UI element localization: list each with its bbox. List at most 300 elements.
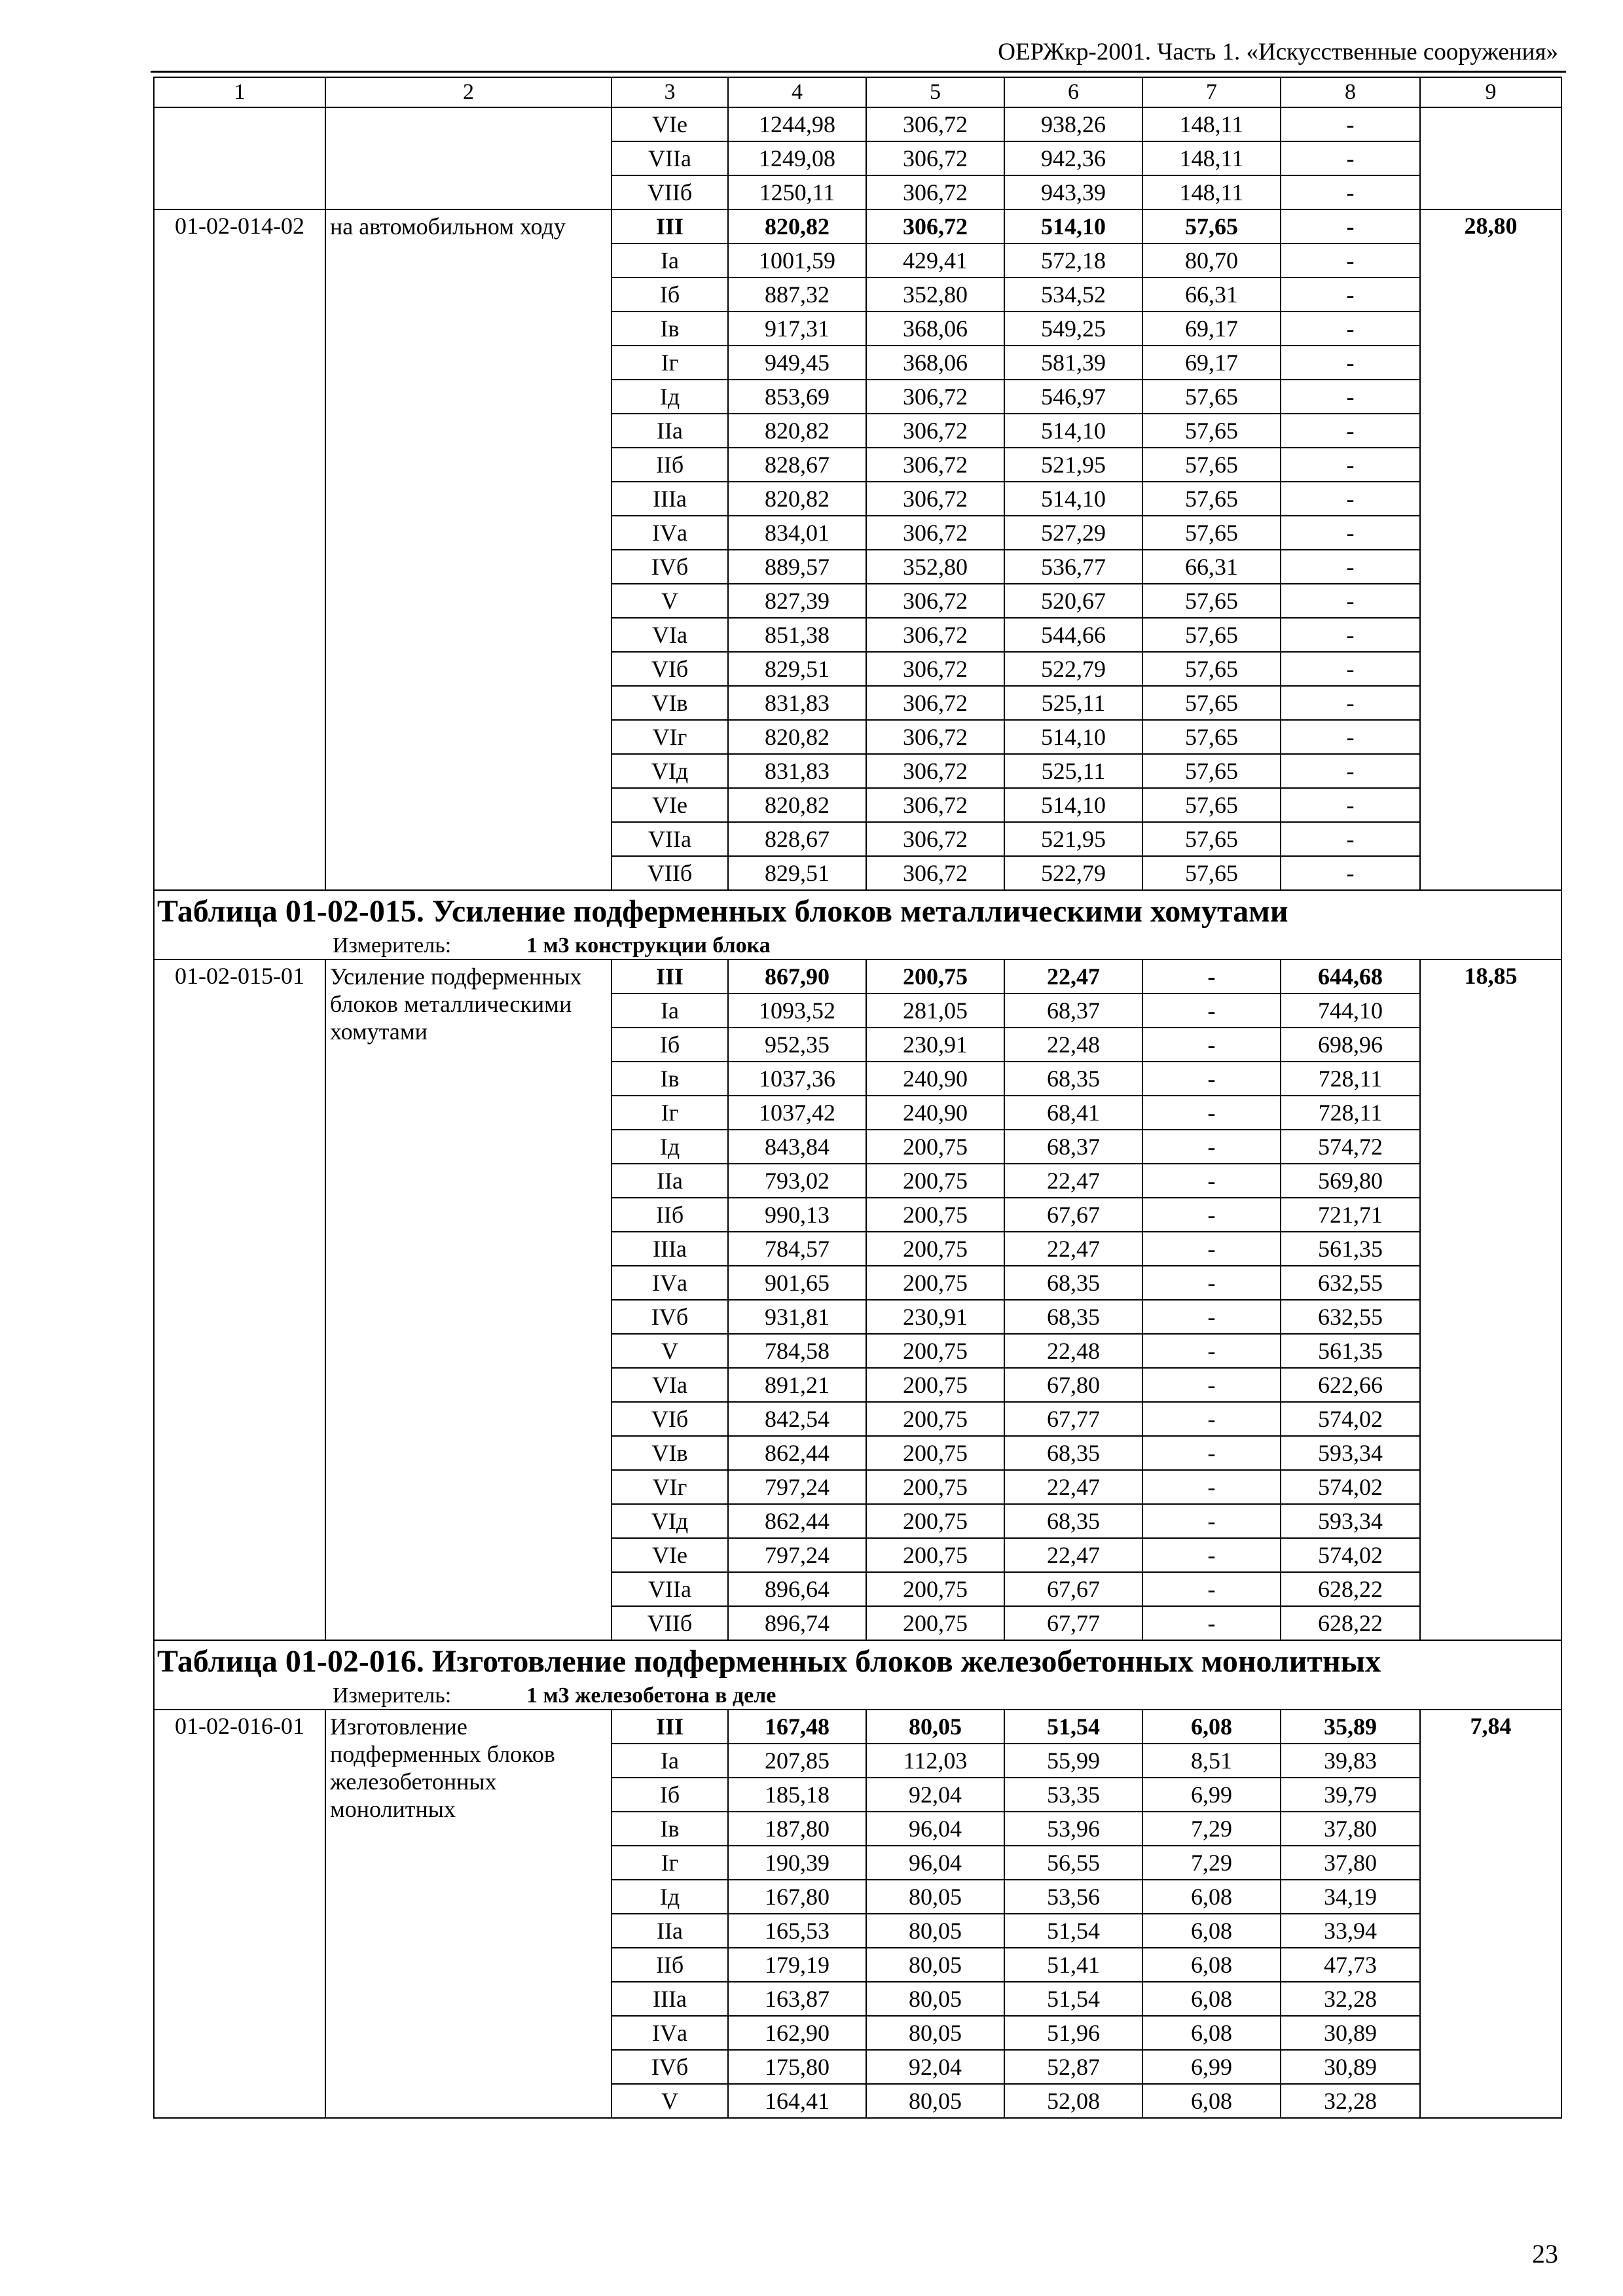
region-code: VIб xyxy=(611,652,728,686)
price-value: 200,75 xyxy=(866,1164,1004,1198)
price-value: 917,31 xyxy=(728,312,866,346)
price-value: 7,29 xyxy=(1142,1846,1281,1880)
region-code: Iв xyxy=(611,1062,728,1096)
meter-row xyxy=(154,933,1561,960)
price-value: 1001,59 xyxy=(728,243,866,278)
price-value: 37,80 xyxy=(1281,1846,1420,1880)
price-value: 55,99 xyxy=(1004,1744,1142,1778)
price-value: 306,72 xyxy=(866,209,1004,243)
region-code: IIIа xyxy=(611,1982,728,2016)
region-code: VIб xyxy=(611,1402,728,1436)
price-value: 831,83 xyxy=(728,754,866,788)
price-value: 561,35 xyxy=(1281,1334,1420,1368)
price-value: 901,65 xyxy=(728,1266,866,1300)
table-title-row xyxy=(154,1640,1561,1683)
column-number-row xyxy=(154,77,1561,107)
price-value: 828,67 xyxy=(728,822,866,856)
price-value: 820,82 xyxy=(728,482,866,516)
price-value: 200,75 xyxy=(866,1606,1004,1640)
price-value: 51,54 xyxy=(1004,1710,1142,1744)
price-value: - xyxy=(1281,448,1420,482)
price-value: 514,10 xyxy=(1004,414,1142,448)
price-value: 39,83 xyxy=(1281,1744,1420,1778)
price-value: 80,05 xyxy=(866,1710,1004,1744)
price-value: 522,79 xyxy=(1004,652,1142,686)
price-value: 207,85 xyxy=(728,1744,866,1778)
region-code: III xyxy=(611,1710,728,1744)
price-value: 306,72 xyxy=(866,652,1004,686)
price-value: 57,65 xyxy=(1142,686,1281,720)
table-row xyxy=(154,209,1561,243)
region-code: VIIа xyxy=(611,822,728,856)
table-row xyxy=(154,1710,1561,1744)
price-value: 67,67 xyxy=(1004,1198,1142,1232)
header-rule xyxy=(151,71,1566,73)
table-body xyxy=(154,77,1561,2118)
column-number: 3 xyxy=(611,77,728,107)
region-code: Iа xyxy=(611,1744,728,1778)
price-value: 352,80 xyxy=(866,550,1004,584)
price-value: 306,72 xyxy=(866,856,1004,890)
price-value: 581,39 xyxy=(1004,346,1142,380)
price-value: 47,73 xyxy=(1281,1948,1420,1982)
price-value: 68,35 xyxy=(1004,1300,1142,1334)
price-value: 167,80 xyxy=(728,1880,866,1914)
meter-value: 1 м3 конструкции блока xyxy=(526,933,771,958)
column-number: 8 xyxy=(1281,77,1420,107)
price-value: 522,79 xyxy=(1004,856,1142,890)
price-value: 80,05 xyxy=(866,1982,1004,2016)
price-value: - xyxy=(1281,720,1420,754)
price-value: 185,18 xyxy=(728,1778,866,1812)
price-value: 92,04 xyxy=(866,1778,1004,1812)
entry-code: 01-02-015-01 xyxy=(154,960,325,1640)
price-value: - xyxy=(1281,652,1420,686)
price-value: 35,89 xyxy=(1281,1710,1420,1744)
table-row xyxy=(154,107,1561,141)
running-header: ОЕРЖкр-2001. Часть 1. «Искусственные сооружения» xyxy=(998,39,1558,65)
price-value: 306,72 xyxy=(866,107,1004,141)
price-value: 6,08 xyxy=(1142,1914,1281,1948)
price-value: - xyxy=(1142,1606,1281,1640)
price-value: - xyxy=(1281,141,1420,175)
meter-value: 1 м3 железобетона в деле xyxy=(526,1683,776,1708)
price-value: 148,11 xyxy=(1142,141,1281,175)
price-value: 34,19 xyxy=(1281,1880,1420,1914)
price-value: - xyxy=(1281,618,1420,652)
region-code: IIа xyxy=(611,1914,728,1948)
price-value: 230,91 xyxy=(866,1028,1004,1062)
price-value: 593,34 xyxy=(1281,1436,1420,1470)
price-value: 728,11 xyxy=(1281,1062,1420,1096)
meter-label: Измеритель: xyxy=(333,933,452,958)
price-value: - xyxy=(1142,960,1281,994)
price-value: 96,04 xyxy=(866,1812,1004,1846)
price-value: 51,41 xyxy=(1004,1948,1142,1982)
price-value: 163,87 xyxy=(728,1982,866,2016)
price-value: 57,65 xyxy=(1142,414,1281,448)
labor-total: 28,80 xyxy=(1420,209,1561,890)
price-value: 68,41 xyxy=(1004,1096,1142,1130)
region-code: IVа xyxy=(611,2016,728,2050)
price-value: 240,90 xyxy=(866,1096,1004,1130)
region-code: Iб xyxy=(611,278,728,312)
price-value: 1244,98 xyxy=(728,107,866,141)
region-code: V xyxy=(611,2084,728,2118)
price-value: 200,75 xyxy=(866,1538,1004,1572)
price-value: 200,75 xyxy=(866,1198,1004,1232)
price-value: 240,90 xyxy=(866,1062,1004,1096)
price-value: 57,65 xyxy=(1142,856,1281,890)
price-value: 721,71 xyxy=(1281,1198,1420,1232)
region-code: IVб xyxy=(611,2050,728,2084)
price-value: 6,08 xyxy=(1142,1880,1281,1914)
price-value: - xyxy=(1142,1572,1281,1606)
price-table xyxy=(153,77,1562,2119)
price-value: 30,89 xyxy=(1281,2016,1420,2050)
region-code: VIа xyxy=(611,618,728,652)
region-code: VIа xyxy=(611,1368,728,1402)
price-value: - xyxy=(1281,686,1420,720)
labor-total xyxy=(1420,107,1561,209)
price-value: 306,72 xyxy=(866,516,1004,550)
price-value: 68,37 xyxy=(1004,1130,1142,1164)
price-value: 80,05 xyxy=(866,1880,1004,1914)
price-value: 574,02 xyxy=(1281,1538,1420,1572)
region-code: VIе xyxy=(611,107,728,141)
price-value: 569,80 xyxy=(1281,1164,1420,1198)
price-value: 200,75 xyxy=(866,1266,1004,1300)
price-value: - xyxy=(1142,1538,1281,1572)
price-value: - xyxy=(1281,209,1420,243)
region-code: VIг xyxy=(611,1470,728,1504)
region-code: IVа xyxy=(611,516,728,550)
price-value: 521,95 xyxy=(1004,448,1142,482)
price-value: 1093,52 xyxy=(728,994,866,1028)
price-value: 51,54 xyxy=(1004,1982,1142,2016)
price-value: 67,77 xyxy=(1004,1402,1142,1436)
price-value: 352,80 xyxy=(866,278,1004,312)
region-code: VIIб xyxy=(611,175,728,209)
price-value: 179,19 xyxy=(728,1948,866,1982)
region-code: III xyxy=(611,960,728,994)
price-value: 797,24 xyxy=(728,1538,866,1572)
price-value: 57,65 xyxy=(1142,652,1281,686)
price-value: 57,65 xyxy=(1142,822,1281,856)
price-value: 22,47 xyxy=(1004,1164,1142,1198)
region-code: V xyxy=(611,1334,728,1368)
price-value: - xyxy=(1281,584,1420,618)
price-value: 896,64 xyxy=(728,1572,866,1606)
price-value: 68,35 xyxy=(1004,1266,1142,1300)
price-value: 200,75 xyxy=(866,1232,1004,1266)
region-code: VIIб xyxy=(611,856,728,890)
price-value: 990,13 xyxy=(728,1198,866,1232)
price-value: 37,80 xyxy=(1281,1812,1420,1846)
price-value: 57,65 xyxy=(1142,380,1281,414)
price-value: 80,05 xyxy=(866,1914,1004,1948)
region-code: Iа xyxy=(611,994,728,1028)
price-value: 52,87 xyxy=(1004,2050,1142,2084)
price-value: 281,05 xyxy=(866,994,1004,1028)
price-value: 112,03 xyxy=(866,1744,1004,1778)
price-value: 200,75 xyxy=(866,1402,1004,1436)
price-value: 200,75 xyxy=(866,1504,1004,1538)
price-value: 820,82 xyxy=(728,209,866,243)
region-code: Iг xyxy=(611,346,728,380)
price-value: 96,04 xyxy=(866,1846,1004,1880)
price-value: 67,77 xyxy=(1004,1606,1142,1640)
price-value: - xyxy=(1142,1028,1281,1062)
price-value: 828,67 xyxy=(728,448,866,482)
price-value: - xyxy=(1281,414,1420,448)
price-value: - xyxy=(1281,516,1420,550)
price-value: - xyxy=(1142,1368,1281,1402)
price-value: - xyxy=(1142,1232,1281,1266)
price-value: 22,48 xyxy=(1004,1334,1142,1368)
price-value: 306,72 xyxy=(866,482,1004,516)
price-value: 6,99 xyxy=(1142,1778,1281,1812)
price-value: 57,65 xyxy=(1142,584,1281,618)
price-value: 57,65 xyxy=(1142,516,1281,550)
region-code: Iб xyxy=(611,1778,728,1812)
price-value: 368,06 xyxy=(866,346,1004,380)
price-value: 1250,11 xyxy=(728,175,866,209)
price-value: 30,89 xyxy=(1281,2050,1420,2084)
region-code: VIIа xyxy=(611,1572,728,1606)
price-value: - xyxy=(1281,243,1420,278)
price-value: - xyxy=(1142,1402,1281,1436)
price-value: 572,18 xyxy=(1004,243,1142,278)
entry-name xyxy=(325,107,611,209)
price-value: 514,10 xyxy=(1004,788,1142,822)
entry-name: на автомобильном ходу xyxy=(325,209,611,890)
price-value: 306,72 xyxy=(866,822,1004,856)
price-value: 820,82 xyxy=(728,788,866,822)
price-value: - xyxy=(1281,788,1420,822)
price-value: - xyxy=(1281,822,1420,856)
entry-code xyxy=(154,107,325,209)
price-value: 165,53 xyxy=(728,1914,866,1948)
price-value: 622,66 xyxy=(1281,1368,1420,1402)
table-title: Таблица 01-02-016. Изготовление подферменных блоков железобетонных монолитных xyxy=(154,1640,1561,1683)
price-value: 306,72 xyxy=(866,754,1004,788)
price-value: 6,08 xyxy=(1142,2016,1281,2050)
price-value: 829,51 xyxy=(728,652,866,686)
price-value: 793,02 xyxy=(728,1164,866,1198)
price-value: 57,65 xyxy=(1142,720,1281,754)
price-value: 66,31 xyxy=(1142,278,1281,312)
price-value: 744,10 xyxy=(1281,994,1420,1028)
price-value: 931,81 xyxy=(728,1300,866,1334)
table-title-row xyxy=(154,890,1561,933)
price-value: 829,51 xyxy=(728,856,866,890)
price-value: 1037,42 xyxy=(728,1096,866,1130)
column-number: 7 xyxy=(1142,77,1281,107)
price-value: - xyxy=(1281,856,1420,890)
page-number: 23 xyxy=(1532,2239,1558,2269)
price-value: - xyxy=(1142,1300,1281,1334)
region-code: VIе xyxy=(611,1538,728,1572)
price-value: 53,56 xyxy=(1004,1880,1142,1914)
price-value: 200,75 xyxy=(866,1368,1004,1402)
price-value: - xyxy=(1281,550,1420,584)
price-value: 68,35 xyxy=(1004,1504,1142,1538)
meter-cell xyxy=(154,933,1561,960)
price-value: 429,41 xyxy=(866,243,1004,278)
price-value: 7,29 xyxy=(1142,1812,1281,1846)
meter-label: Измеритель: xyxy=(333,1683,452,1708)
price-value: 887,32 xyxy=(728,278,866,312)
region-code: IIб xyxy=(611,1198,728,1232)
price-value: 80,05 xyxy=(866,2084,1004,2118)
price-value: 534,52 xyxy=(1004,278,1142,312)
price-value: 68,35 xyxy=(1004,1436,1142,1470)
region-code: VIд xyxy=(611,1504,728,1538)
labor-total: 18,85 xyxy=(1420,960,1561,1640)
price-value: 162,90 xyxy=(728,2016,866,2050)
price-value: 57,65 xyxy=(1142,618,1281,652)
price-value: 306,72 xyxy=(866,584,1004,618)
price-value: 22,47 xyxy=(1004,1538,1142,1572)
price-value: 632,55 xyxy=(1281,1266,1420,1300)
price-value: 843,84 xyxy=(728,1130,866,1164)
price-value: 306,72 xyxy=(866,448,1004,482)
price-value: 938,26 xyxy=(1004,107,1142,141)
price-value: 942,36 xyxy=(1004,141,1142,175)
region-code: Iг xyxy=(611,1096,728,1130)
price-value: 33,94 xyxy=(1281,1914,1420,1948)
price-value: - xyxy=(1281,278,1420,312)
region-code: Iд xyxy=(611,1130,728,1164)
price-value: 57,65 xyxy=(1142,788,1281,822)
price-value: 527,29 xyxy=(1004,516,1142,550)
price-value: 889,57 xyxy=(728,550,866,584)
price-value: 230,91 xyxy=(866,1300,1004,1334)
price-value: 306,72 xyxy=(866,618,1004,652)
price-value: 56,55 xyxy=(1004,1846,1142,1880)
price-value: 525,11 xyxy=(1004,686,1142,720)
price-value: 39,79 xyxy=(1281,1778,1420,1812)
price-value: 1037,36 xyxy=(728,1062,866,1096)
region-code: Iг xyxy=(611,1846,728,1880)
price-value: 8,51 xyxy=(1142,1744,1281,1778)
region-code: VIв xyxy=(611,1436,728,1470)
price-value: 632,55 xyxy=(1281,1300,1420,1334)
price-value: 200,75 xyxy=(866,1436,1004,1470)
region-code: IIб xyxy=(611,1948,728,1982)
price-value: 698,96 xyxy=(1281,1028,1420,1062)
column-number: 9 xyxy=(1420,77,1561,107)
price-value: 544,66 xyxy=(1004,618,1142,652)
price-value: - xyxy=(1281,346,1420,380)
price-value: - xyxy=(1142,994,1281,1028)
price-value: 67,67 xyxy=(1004,1572,1142,1606)
price-value: 51,96 xyxy=(1004,2016,1142,2050)
price-value: 834,01 xyxy=(728,516,866,550)
column-number: 4 xyxy=(728,77,866,107)
region-code: VIг xyxy=(611,720,728,754)
meter-cell xyxy=(154,1683,1561,1710)
price-value: - xyxy=(1281,107,1420,141)
entry-code: 01-02-014-02 xyxy=(154,209,325,890)
price-value: 80,70 xyxy=(1142,243,1281,278)
price-value: 6,08 xyxy=(1142,1982,1281,2016)
labor-total: 7,84 xyxy=(1420,1710,1561,2118)
price-value: 187,80 xyxy=(728,1812,866,1846)
column-number: 5 xyxy=(866,77,1004,107)
price-value: 57,65 xyxy=(1142,209,1281,243)
price-value: - xyxy=(1281,380,1420,414)
price-value: - xyxy=(1142,1470,1281,1504)
meter-row xyxy=(154,1683,1561,1710)
price-value: 949,45 xyxy=(728,346,866,380)
price-value: 22,47 xyxy=(1004,960,1142,994)
price-value: 306,72 xyxy=(866,788,1004,822)
price-value: 574,02 xyxy=(1281,1402,1420,1436)
price-value: 6,99 xyxy=(1142,2050,1281,2084)
price-value: - xyxy=(1142,1198,1281,1232)
price-value: 57,65 xyxy=(1142,482,1281,516)
price-value: 820,82 xyxy=(728,720,866,754)
region-code: Iд xyxy=(611,380,728,414)
price-value: 68,35 xyxy=(1004,1062,1142,1096)
region-code: IVб xyxy=(611,550,728,584)
table-row xyxy=(154,960,1561,994)
price-value: - xyxy=(1142,1334,1281,1368)
price-value: 92,04 xyxy=(866,2050,1004,2084)
price-value: 784,58 xyxy=(728,1334,866,1368)
price-value: 80,05 xyxy=(866,2016,1004,2050)
price-value: 69,17 xyxy=(1142,346,1281,380)
price-value: 66,31 xyxy=(1142,550,1281,584)
price-value: - xyxy=(1142,1164,1281,1198)
price-value: 842,54 xyxy=(728,1402,866,1436)
price-value: 6,08 xyxy=(1142,1710,1281,1744)
price-value: 57,65 xyxy=(1142,448,1281,482)
region-code: VIIб xyxy=(611,1606,728,1640)
price-value: 593,34 xyxy=(1281,1504,1420,1538)
price-value: 728,11 xyxy=(1281,1096,1420,1130)
region-code: IVа xyxy=(611,1266,728,1300)
price-value: 200,75 xyxy=(866,1572,1004,1606)
region-code: Iв xyxy=(611,1812,728,1846)
price-value: 67,80 xyxy=(1004,1368,1142,1402)
region-code: Iд xyxy=(611,1880,728,1914)
price-value: 943,39 xyxy=(1004,175,1142,209)
price-value: 200,75 xyxy=(866,1130,1004,1164)
price-value: 200,75 xyxy=(866,1470,1004,1504)
price-value: - xyxy=(1142,1504,1281,1538)
price-value: 514,10 xyxy=(1004,720,1142,754)
price-value: 148,11 xyxy=(1142,175,1281,209)
price-value: 6,08 xyxy=(1142,2084,1281,2118)
price-value: - xyxy=(1281,754,1420,788)
column-number: 1 xyxy=(154,77,325,107)
price-value: 520,67 xyxy=(1004,584,1142,618)
region-code: VIв xyxy=(611,686,728,720)
price-value: 22,47 xyxy=(1004,1470,1142,1504)
column-number: 6 xyxy=(1004,77,1142,107)
region-code: IIб xyxy=(611,448,728,482)
price-value: - xyxy=(1142,1130,1281,1164)
price-value: 51,54 xyxy=(1004,1914,1142,1948)
price-value: - xyxy=(1142,1062,1281,1096)
price-value: 80,05 xyxy=(866,1948,1004,1982)
price-value: 306,72 xyxy=(866,414,1004,448)
price-value: 952,35 xyxy=(728,1028,866,1062)
price-value: 867,90 xyxy=(728,960,866,994)
